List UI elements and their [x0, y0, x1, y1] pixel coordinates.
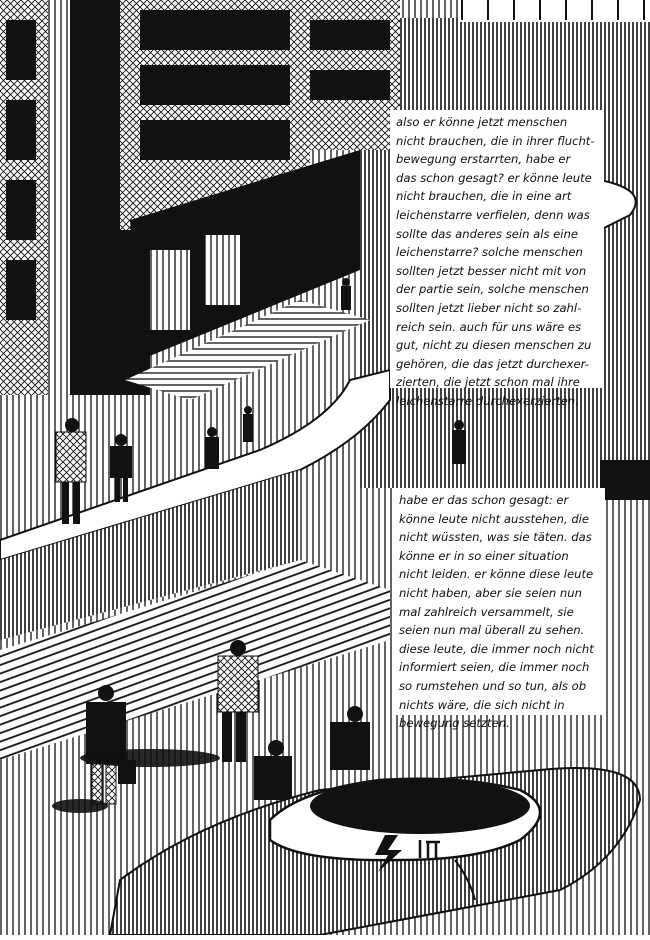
caption-line: leichenstarre durchexerzierten.: [396, 393, 579, 408]
caption-line: der partie sein, solche menschen: [396, 282, 589, 297]
caption-line: sollten jetzt lieber nicht so zahl-: [396, 300, 582, 315]
caption-line: diese leute, die immer noch nicht: [399, 641, 594, 656]
caption-line: zierten, die jetzt schon mal ihre: [396, 375, 580, 390]
caption-line: nicht wüssten, was sie täten. das: [399, 530, 592, 545]
caption-line: könne er in so einer situation: [399, 548, 569, 563]
caption-line: seien nun mal überall zu sehen.: [399, 623, 585, 638]
caption-line: reich sein. auch für uns wäre es: [396, 319, 582, 334]
narration-caption-bottom: [393, 488, 605, 731]
caption-line: leichenstarre verfielen, denn was: [396, 207, 590, 222]
caption-line: nicht brauchen, die in ihrer flucht-: [396, 133, 595, 148]
caption-line: also er könne jetzt menschen: [396, 115, 568, 129]
caption-line: nicht brauchen, die in eine art: [396, 189, 572, 204]
caption-line: leichenstarre? solche menschen: [396, 245, 583, 260]
caption-line: mal zahlreich versammelt, sie: [399, 604, 574, 619]
caption-line: nicht leiden. er könne diese leute: [399, 567, 594, 582]
caption-line: bewegung erstarrten, habe er: [396, 152, 571, 167]
caption-line: das schon gesagt? er könne leute: [396, 170, 592, 185]
caption-line: sollten jetzt besser nicht mit von: [396, 263, 587, 278]
narration-caption-top: [390, 110, 604, 408]
caption-line: sollte das anderes sein als eine: [396, 226, 579, 241]
caption-line: so rumstehen und so tun, als ob: [399, 678, 587, 693]
caption-line: nichts wäre, die sich nicht in: [399, 697, 565, 712]
caption-line: bewegung setzten.: [399, 716, 510, 731]
caption-line: gut, nicht zu diesen menschen zu: [396, 338, 592, 353]
caption-line: habe er das schon gesagt: er: [399, 493, 569, 507]
caption-line: könne leute nicht ausstehen, die: [399, 511, 590, 526]
caption-line: gehören, die das jetzt durchexer-: [396, 356, 589, 371]
caption-line: nicht haben, aber sie seien nun: [399, 585, 582, 600]
caption-line: informiert seien, die immer noch: [399, 660, 590, 675]
